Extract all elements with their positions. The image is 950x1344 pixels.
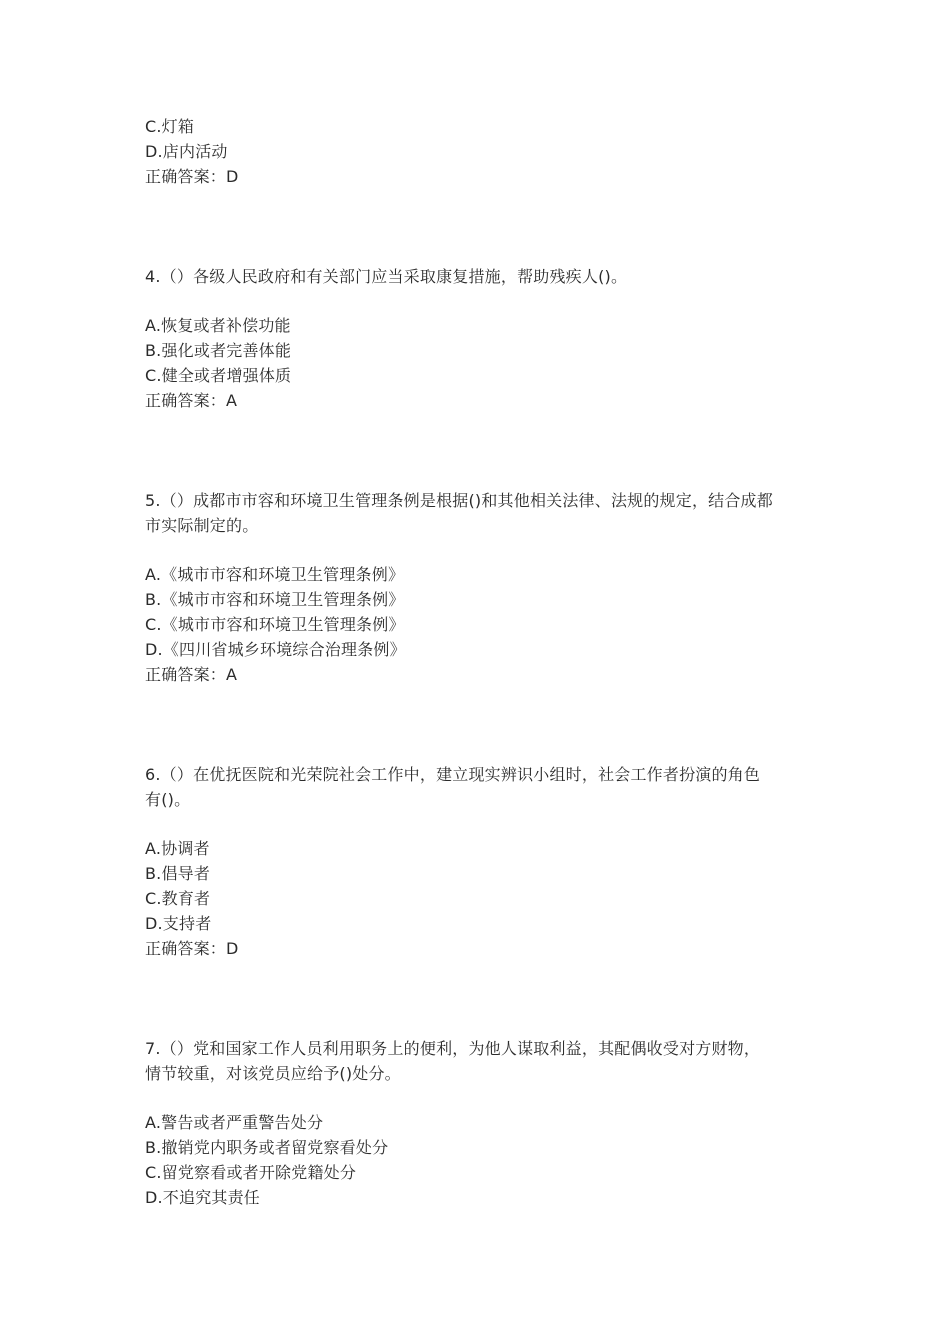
q6-option-a: A.协调者 <box>145 839 210 858</box>
q7-option-b: B.撤销党内职务或者留党察看处分 <box>145 1138 389 1157</box>
q6-option-c: C.教育者 <box>145 889 211 908</box>
q3-option-d: D.店内活动 <box>145 142 228 161</box>
q4-option-a: A.恢复或者补偿功能 <box>145 316 291 335</box>
q7-option-c: C.留党察看或者开除党籍处分 <box>145 1163 357 1182</box>
q5-option-a: A.《城市市容和环境卫生管理条例》 <box>145 565 405 584</box>
q3-option-c: C.灯箱 <box>145 117 195 136</box>
q6-question-line2: 有()。 <box>145 790 191 809</box>
q7-question-line2: 情节较重，对该党员应给予()处分。 <box>145 1064 401 1083</box>
q5-question-line2: 市实际制定的。 <box>145 516 259 535</box>
q6-option-d: D.支持者 <box>145 914 212 933</box>
q5-answer: 正确答案：A <box>145 665 238 684</box>
q6-question-line1: 6.（）在优抚医院和光荣院社会工作中，建立现实辨识小组时，社会工作者扮演的角色 <box>145 765 761 784</box>
q5-option-d: D.《四川省城乡环境综合治理条例》 <box>145 640 406 659</box>
q5-question-line1: 5.（）成都市市容和环境卫生管理条例是根据()和其他相关法律、法规的规定，结合成都 <box>145 491 773 510</box>
q7-option-a: A.警告或者严重警告处分 <box>145 1113 324 1132</box>
q4-option-b: B.强化或者完善体能 <box>145 341 292 360</box>
q4-answer: 正确答案：A <box>145 391 238 410</box>
q3-answer: 正确答案：D <box>145 167 239 186</box>
q4-option-c: C.健全或者增强体质 <box>145 366 292 385</box>
q6-option-b: B.倡导者 <box>145 864 211 883</box>
q4-question: 4.（）各级人民政府和有关部门应当采取康复措施，帮助残疾人()。 <box>145 267 628 286</box>
q5-option-c: C.《城市市容和环境卫生管理条例》 <box>145 615 405 634</box>
q7-question-line1: 7.（）党和国家工作人员利用职务上的便利，为他人谋取利益，其配偶收受对方财物， <box>145 1039 761 1058</box>
q7-option-d: D.不追究其责任 <box>145 1188 261 1207</box>
q6-answer: 正确答案：D <box>145 939 239 958</box>
q5-option-b: B.《城市市容和环境卫生管理条例》 <box>145 590 405 609</box>
